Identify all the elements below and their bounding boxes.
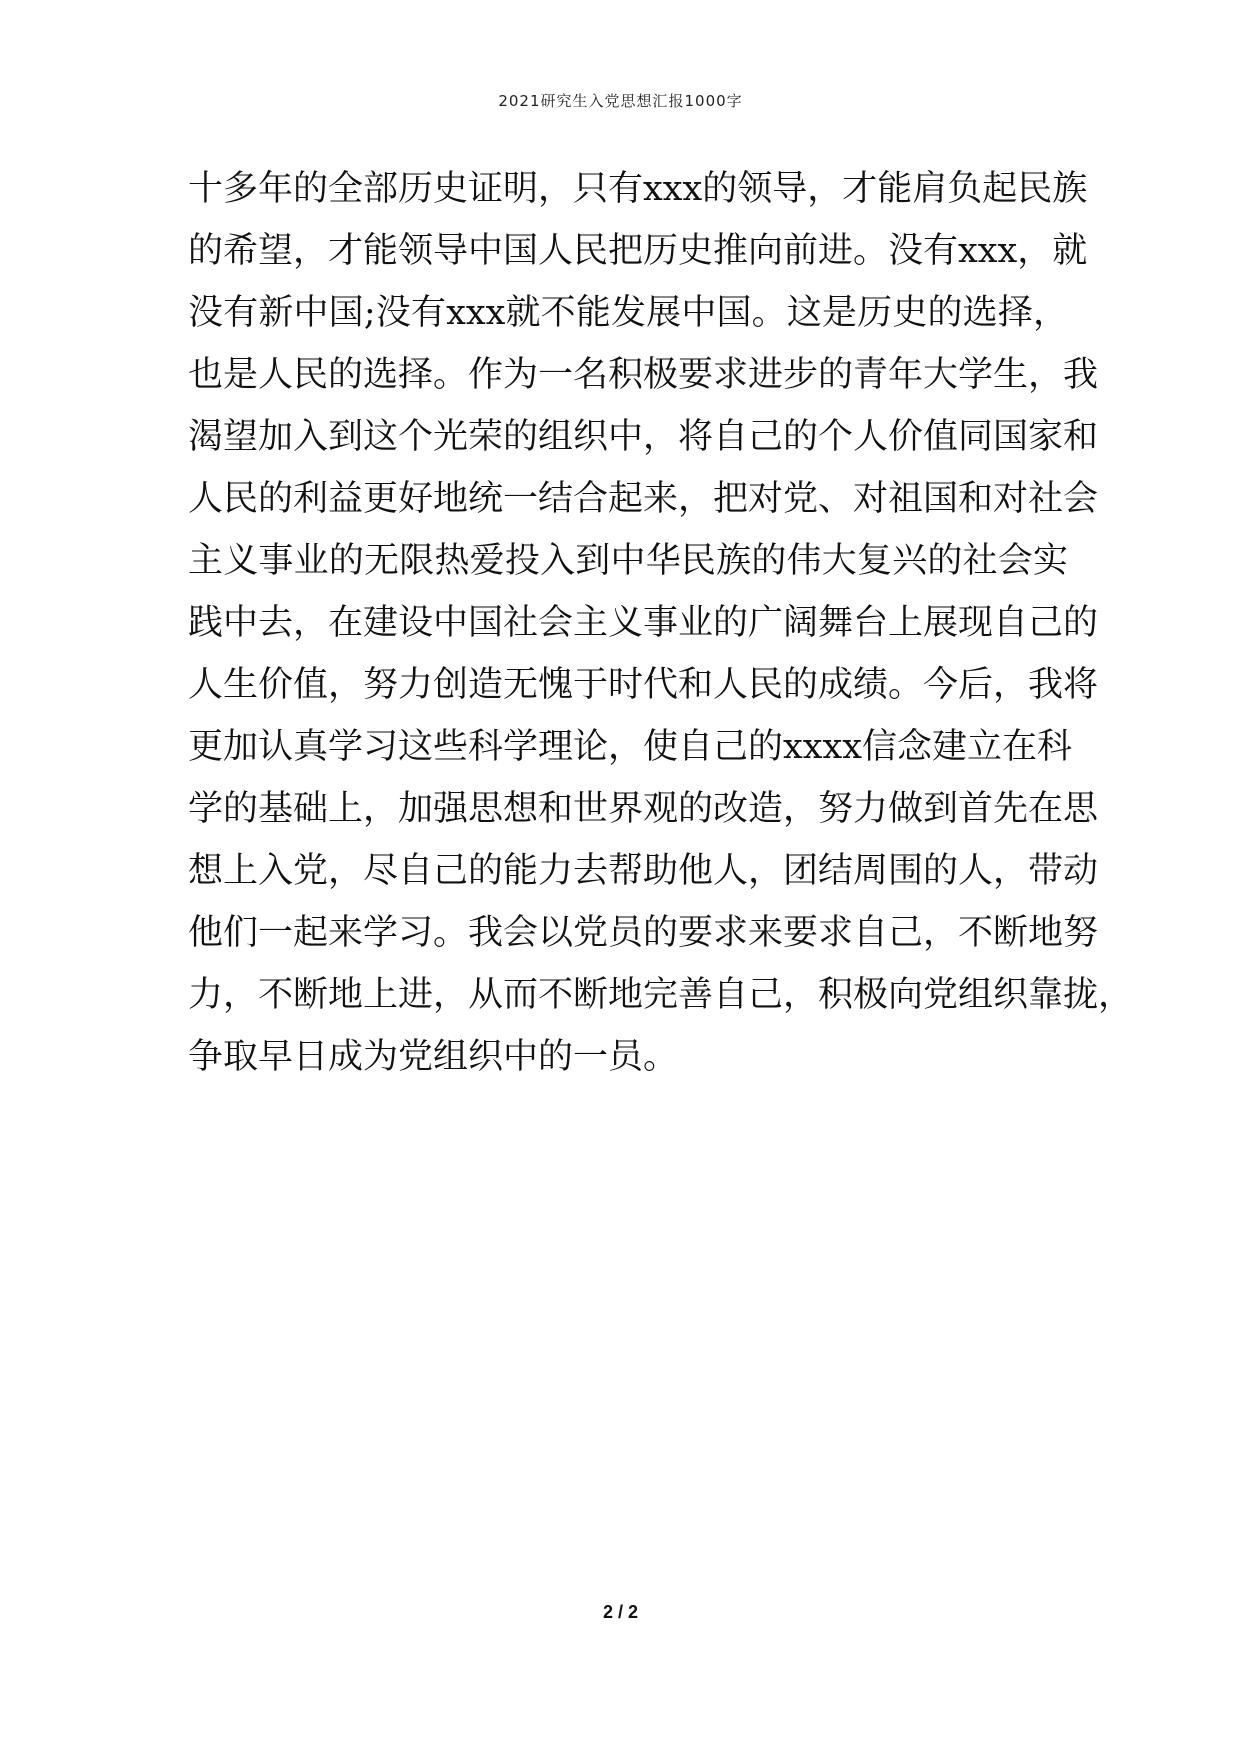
page-number: 2 / 2 (602, 1602, 639, 1622)
body-line: 争取早日成为党组织中的一员。 (188, 1037, 679, 1077)
running-header: 2021研究生入党思想汇报1000字 (498, 92, 743, 110)
body-line: 他们一起来学习。我会以党员的要求来要求自己，不断地努 (188, 913, 1099, 953)
body-paragraph (188, 158, 1134, 1088)
body-line: 人民的利益更好地统一结合起来，把对党、对祖国和对社会 (188, 479, 1099, 519)
body-line: 更加认真学习这些科学理论，使自己的xxxx信念建立在科 (188, 727, 1072, 767)
body-line: 也是人民的选择。作为一名积极要求进步的青年大学生，我 (188, 355, 1099, 395)
body-line: 学的基础上，加强思想和世界观的改造，努力做到首先在思 (188, 789, 1099, 829)
body-line: 没有新中国;没有xxx就不能发展中国。这是历史的选择， (188, 293, 1068, 333)
body-line: 想上入党，尽自己的能力去帮助他人，团结周围的人，带动 (188, 851, 1099, 891)
body-line: 的希望，才能领导中国人民把历史推向前进。没有xxx，就 (188, 231, 1088, 271)
body-line: 十多年的全部历史证明，只有xxx的领导，才能肩负起民族 (188, 169, 1088, 209)
body-line: 践中去，在建设中国社会主义事业的广阔舞台上展现自己的 (188, 603, 1099, 643)
body-line: 渴望加入到这个光荣的组织中，将自己的个人价值同国家和 (188, 417, 1099, 457)
body-line: 力，不断地上进，从而不断地完善自己，积极向党组织靠拢， (188, 975, 1134, 1015)
body-line: 人生价值，努力创造无愧于时代和人民的成绩。今后，我将 (188, 665, 1099, 705)
body-line: 主义事业的无限热爱投入到中华民族的伟大复兴的社会实 (188, 541, 1068, 581)
